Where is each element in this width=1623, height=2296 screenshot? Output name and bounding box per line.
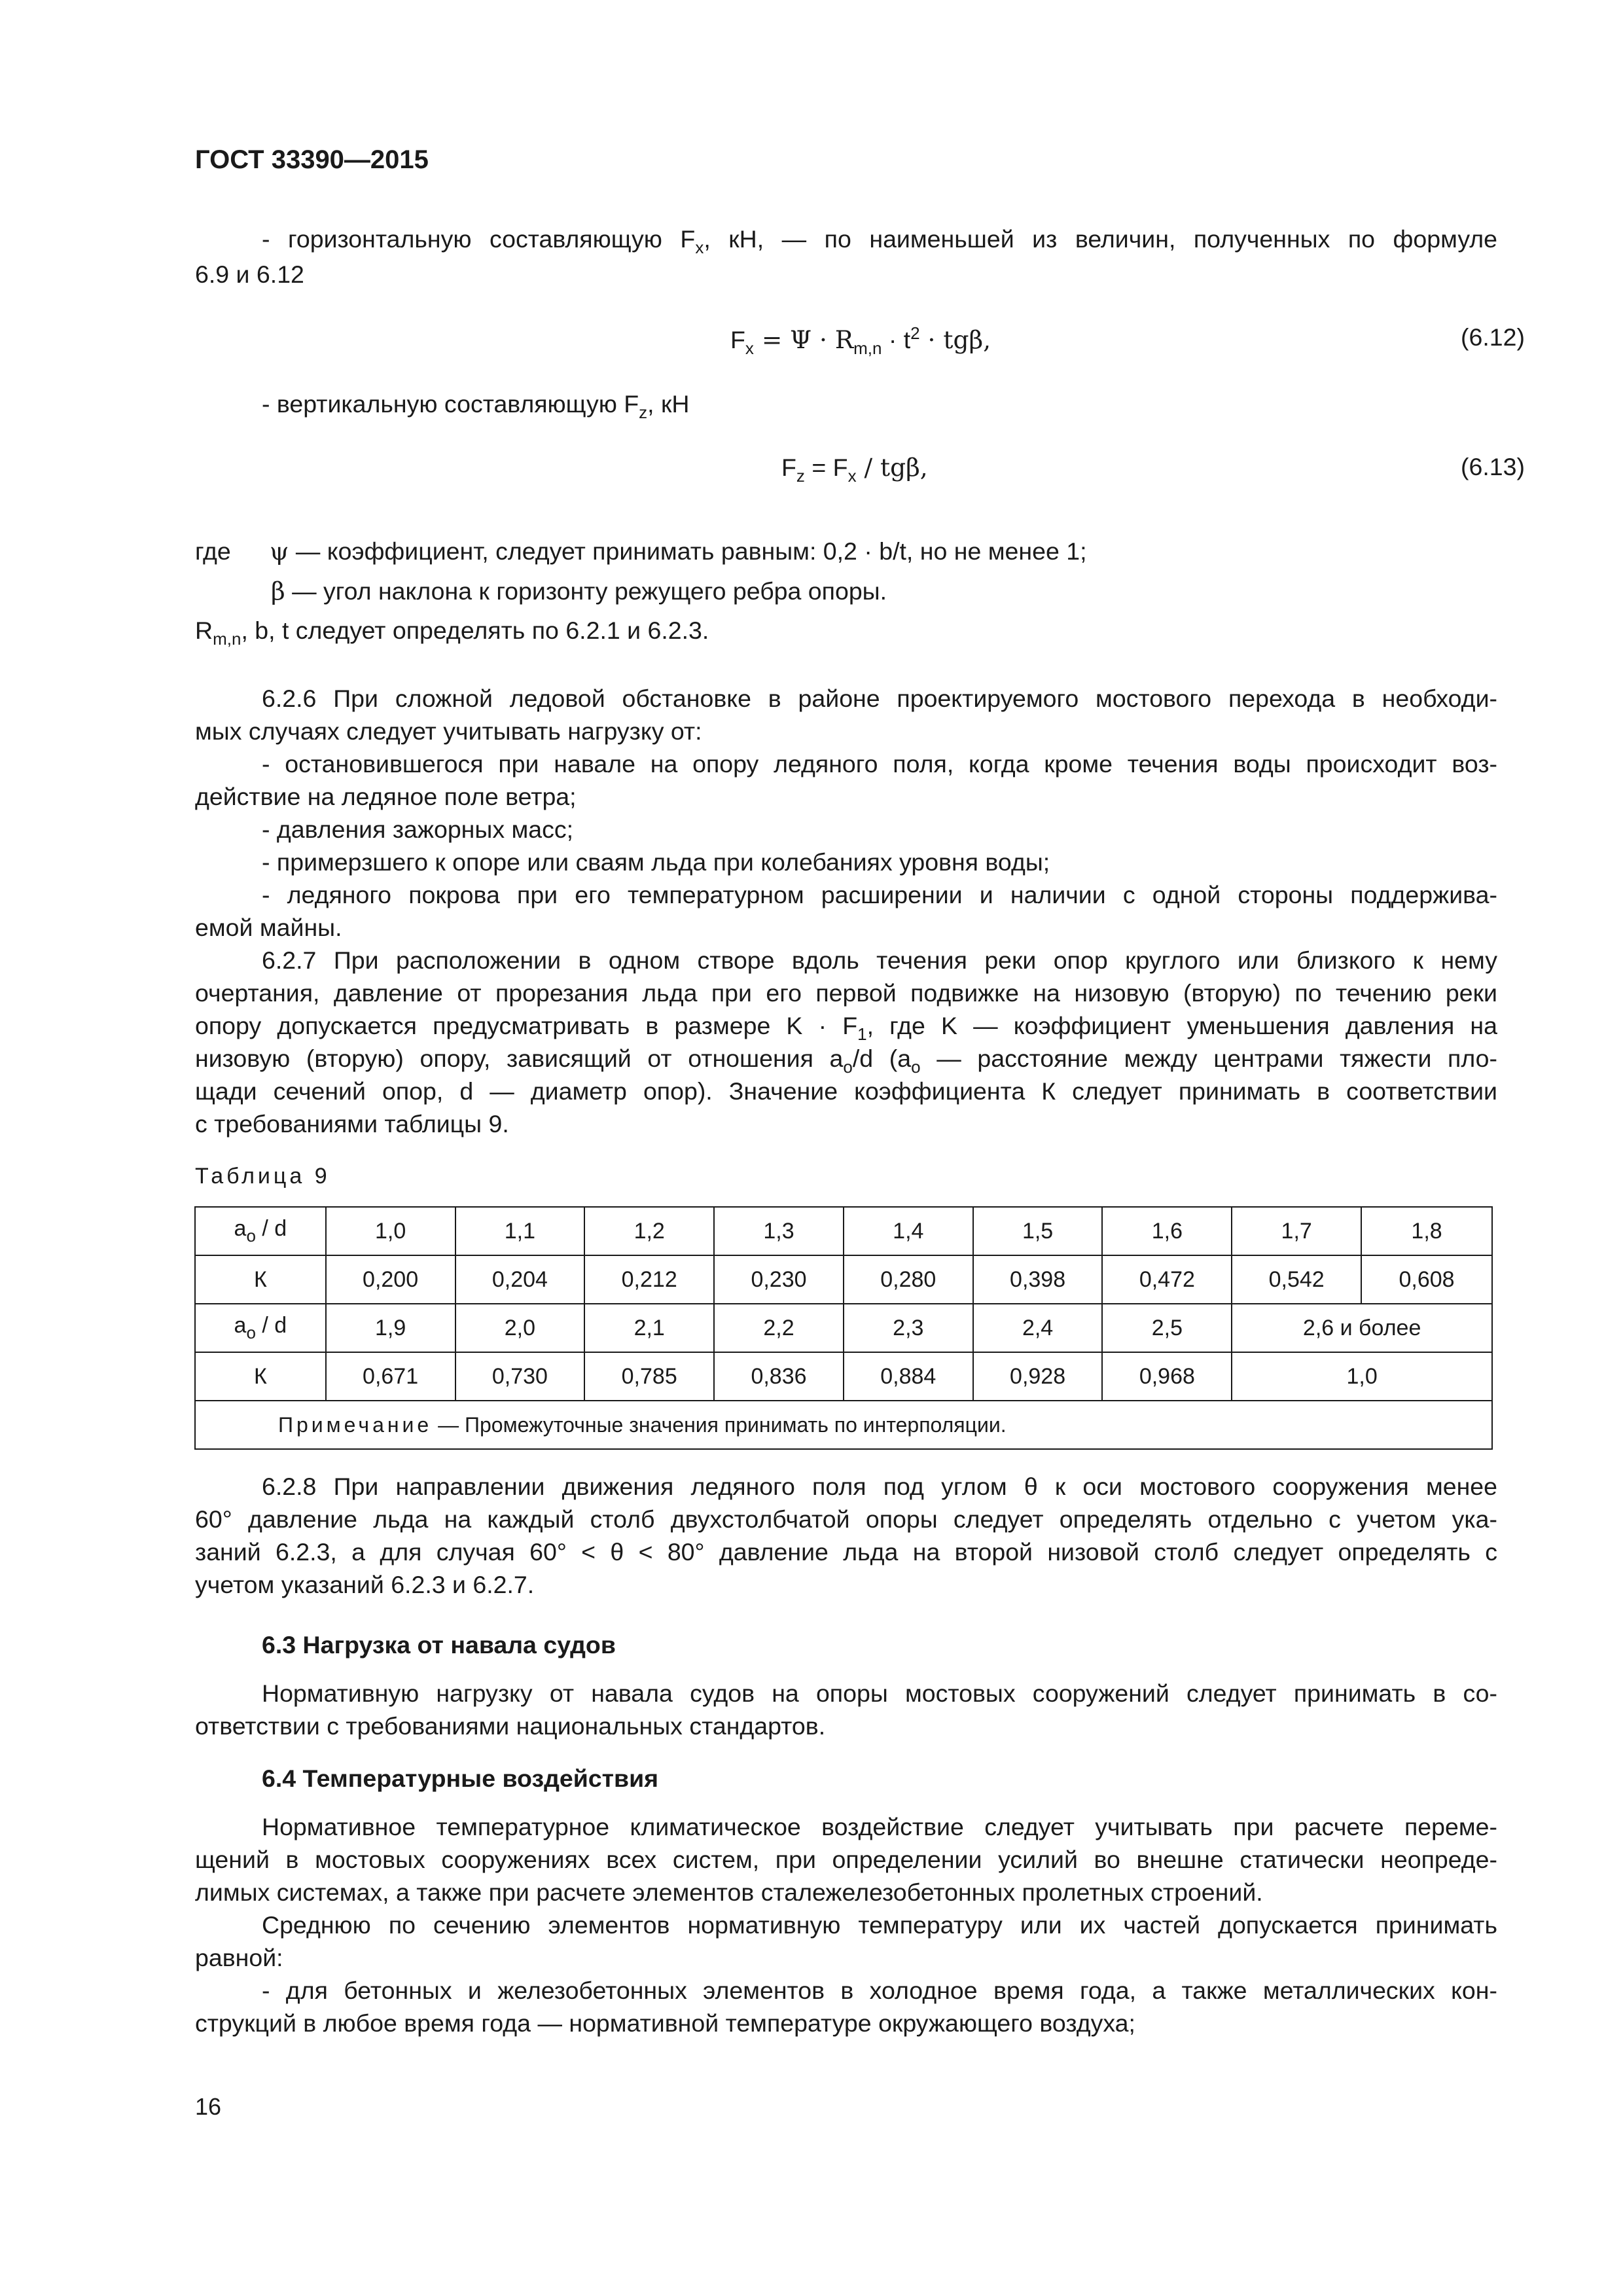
text-fragment: , b, t следует определять по 6.2.1 и 6.2.3. [241,617,709,644]
ratio-tail: / d [255,1216,287,1241]
formula-part: = Ψ · R [753,325,854,354]
formula-part: / tgβ, [856,453,928,482]
subscript: o [246,1323,256,1342]
text-fragment: , где K — коэффициент уменьшения давления на [866,1012,1497,1039]
table-cell: 0,212 [584,1255,714,1304]
table-cell: 0,671 [326,1352,455,1401]
table-cell: 0,472 [1102,1255,1232,1304]
s627-line: с требованиями таблицы 9. [195,1110,509,1138]
note-label: Примечание [278,1412,433,1437]
where-beta [271,573,887,609]
note-text: — Промежуточные значения принимать по интерполяции. [432,1412,1007,1437]
table-cell: 0,230 [714,1255,844,1304]
subscript: m,n [213,629,241,649]
subscript: x [745,338,754,358]
s626-line: - остановившегося при навале на опору ледяного поля, когда кроме течения воды происходит воз- [262,750,1497,778]
s627-line: щади сечений опор, d — диаметр опор). Значение коэффициента К следует принимать в соответствии [195,1077,1497,1105]
paragraph-horizontal-component-cont: 6.9 и 6.12 [195,260,304,288]
equation-number-6-13: (6.13) [1461,453,1525,480]
formula-part: F [781,454,796,481]
text-fragment: - вертикальную составляющую F [262,390,639,418]
text-fragment: опору допускается предусматривать в размере K · F [195,1012,858,1039]
s626-line: действие на ледяное поле ветра; [195,783,577,810]
table-cell: 0,204 [455,1255,585,1304]
table-caption: Таблица 9 [195,1164,330,1189]
subscript: o [911,1057,921,1077]
text-fragment: , кН [647,390,690,418]
text-fragment: низовую (вторую) опору, зависящий от отношения a [195,1045,844,1072]
paragraph-horizontal-component [262,221,1497,266]
s64-line: лимых системах, а также при расчете элементов сталежелезобетонных пролетных строений. [195,1878,1263,1906]
subscript: x [847,466,857,486]
beta-symbol: β [271,577,285,605]
page-number: 16 [195,2093,222,2120]
formula-part: · t [882,326,911,353]
formula-6-12 [730,323,991,359]
table-row [195,1207,1492,1255]
where-psi [270,533,1087,569]
text-fragment: , кН, — по наименьшей из величин, полученных по формуле [704,225,1497,253]
table-cell: 0,785 [584,1352,714,1401]
table-cell: 1,0 [326,1207,455,1255]
table-cell: 2,1 [584,1304,714,1352]
table-row [195,1352,1492,1401]
table-row [195,1401,1492,1449]
row-header-k: К [195,1352,326,1401]
subscript: z [796,466,805,486]
table-cell: 0,730 [455,1352,585,1401]
s627-line: очертания, давление от прорезания льда при его первой подвижке на низовую (вторую) по течению реки [195,979,1497,1007]
s626-line: 6.2.6 При сложной ледовой обстановке в районе проектируемого мостового перехода в необходи- [262,685,1497,712]
ratio-tail: / d [255,1313,287,1338]
table-cell: 0,398 [973,1255,1103,1304]
section-title-6-3: 6.3 Нагрузка от навала судов [262,1631,616,1659]
s626-line: - ледяного покрова при его температурном расширении и наличии с одной стороны поддержива- [262,881,1497,908]
table-cell: 1,4 [844,1207,973,1255]
subscript: o [246,1226,256,1246]
table-9 [194,1206,1493,1450]
s63-line: ответствии с требованиями национальных стандартов. [195,1712,826,1740]
row-header-ratio [195,1207,326,1255]
table-note [195,1401,1492,1449]
table-cell: 1,1 [455,1207,585,1255]
s64-line: Среднюю по сечению элементов нормативную температуру или их частей допускается принимать [262,1911,1497,1939]
s626-line: - примерзшего к опоре или сваям льда при колебаниях уровня воды; [262,848,1050,876]
where-beta-text: — угол наклона к горизонту режущего ребра опоры. [292,577,887,605]
table-cell: 2,0 [455,1304,585,1352]
s626-line: емой майны. [195,914,342,941]
table-row [195,1304,1492,1352]
table-cell: 0,884 [844,1352,973,1401]
table-cell: 0,836 [714,1352,844,1401]
s628-line: 6.2.8 При направлении движения ледяного поля под углом θ к оси мостового сооружения менее [262,1473,1497,1500]
ratio-label: a [234,1216,247,1241]
s628-line: заний 6.2.3, а для случая 60° < θ < 80° давление льда на второй низовой столб следует определять с [195,1538,1497,1566]
row-header-ratio [195,1304,326,1352]
formula-part: F [730,326,745,353]
formula-6-13 [781,453,928,486]
table-cell: 1,3 [714,1207,844,1255]
s627-line: 6.2.7 При расположении в одном створе вдоль течения реки опор круглого или близкого к нему [262,946,1497,974]
table-cell: 1,8 [1361,1207,1492,1255]
s64-line: струкций в любое время года — нормативной температуре окружающего воздуха; [195,2009,1135,2037]
table-cell: 1,9 [326,1304,455,1352]
subscript: x [695,238,704,257]
subscript: m,n [853,338,882,358]
table-cell: 1,2 [584,1207,714,1255]
table-cell: 0,608 [1361,1255,1492,1304]
where-label: где [195,537,231,565]
subscript: 1 [857,1024,867,1044]
table-cell: 1,6 [1102,1207,1232,1255]
s64-line: щений в мостовых сооружениях всех систем, при определении усилий во внешне статически неопреде- [195,1846,1497,1873]
table-cell: 0,200 [326,1255,455,1304]
table-cell: 0,968 [1102,1352,1232,1401]
table-cell: 2,4 [973,1304,1103,1352]
where-r-note [195,613,709,657]
table-cell: 0,280 [844,1255,973,1304]
table-cell: 2,5 [1102,1304,1232,1352]
subscript: z [639,403,648,422]
subscript: o [843,1057,853,1077]
table-cell: 1,7 [1232,1207,1361,1255]
formula-part: · tgβ, [919,325,991,354]
table-row [195,1255,1492,1304]
s63-line: Нормативную нагрузку от навала судов на опоры мостовых сооружений следует принимать в со- [262,1679,1497,1707]
formula-part: = F [804,454,848,481]
psi-symbol: ψ [270,537,289,565]
table-cell: 0,928 [973,1352,1103,1401]
table-cell: 2,6 и более [1232,1304,1492,1352]
text-fragment: /d (a [852,1045,912,1072]
ratio-label: a [234,1313,247,1338]
row-header-k: К [195,1255,326,1304]
s64-line: равной: [195,1944,283,1971]
text-fragment: — расстояние между центрами тяжести пло- [920,1045,1497,1072]
where-psi-text: — коэффициент, следует принимать равным: 0,2 · b/t, но не менее 1; [295,537,1087,565]
section-title-6-4: 6.4 Температурные воздействия [262,1765,659,1792]
document-header: ГОСТ 33390—2015 [195,145,429,174]
s628-line: 60° давление льда на каждый столб двухстолбчатой опоры следует определять отдельно с учетом ука- [195,1505,1497,1533]
table-cell: 2,2 [714,1304,844,1352]
text-fragment: - горизонтальную составляющую F [262,225,696,253]
superscript: 2 [910,323,920,343]
s626-line: - давления зажорных масс; [262,816,574,843]
paragraph-vertical-component [262,386,690,431]
table-cell: 1,0 [1232,1352,1492,1401]
s626-line: мых случаях следует учитывать нагрузку от: [195,717,702,745]
table-cell: 1,5 [973,1207,1103,1255]
s64-line: - для бетонных и железобетонных элементов в холодное время года, а также металлических кон- [262,1977,1497,2004]
equation-number-6-12: (6.12) [1461,323,1525,351]
s628-line: учетом указаний 6.2.3 и 6.2.7. [195,1571,535,1598]
s64-line: Нормативное температурное климатическое воздействие следует учитывать при расчете переме- [262,1813,1497,1840]
table-cell: 2,3 [844,1304,973,1352]
table-cell: 0,542 [1232,1255,1361,1304]
text-fragment: R [195,617,213,644]
